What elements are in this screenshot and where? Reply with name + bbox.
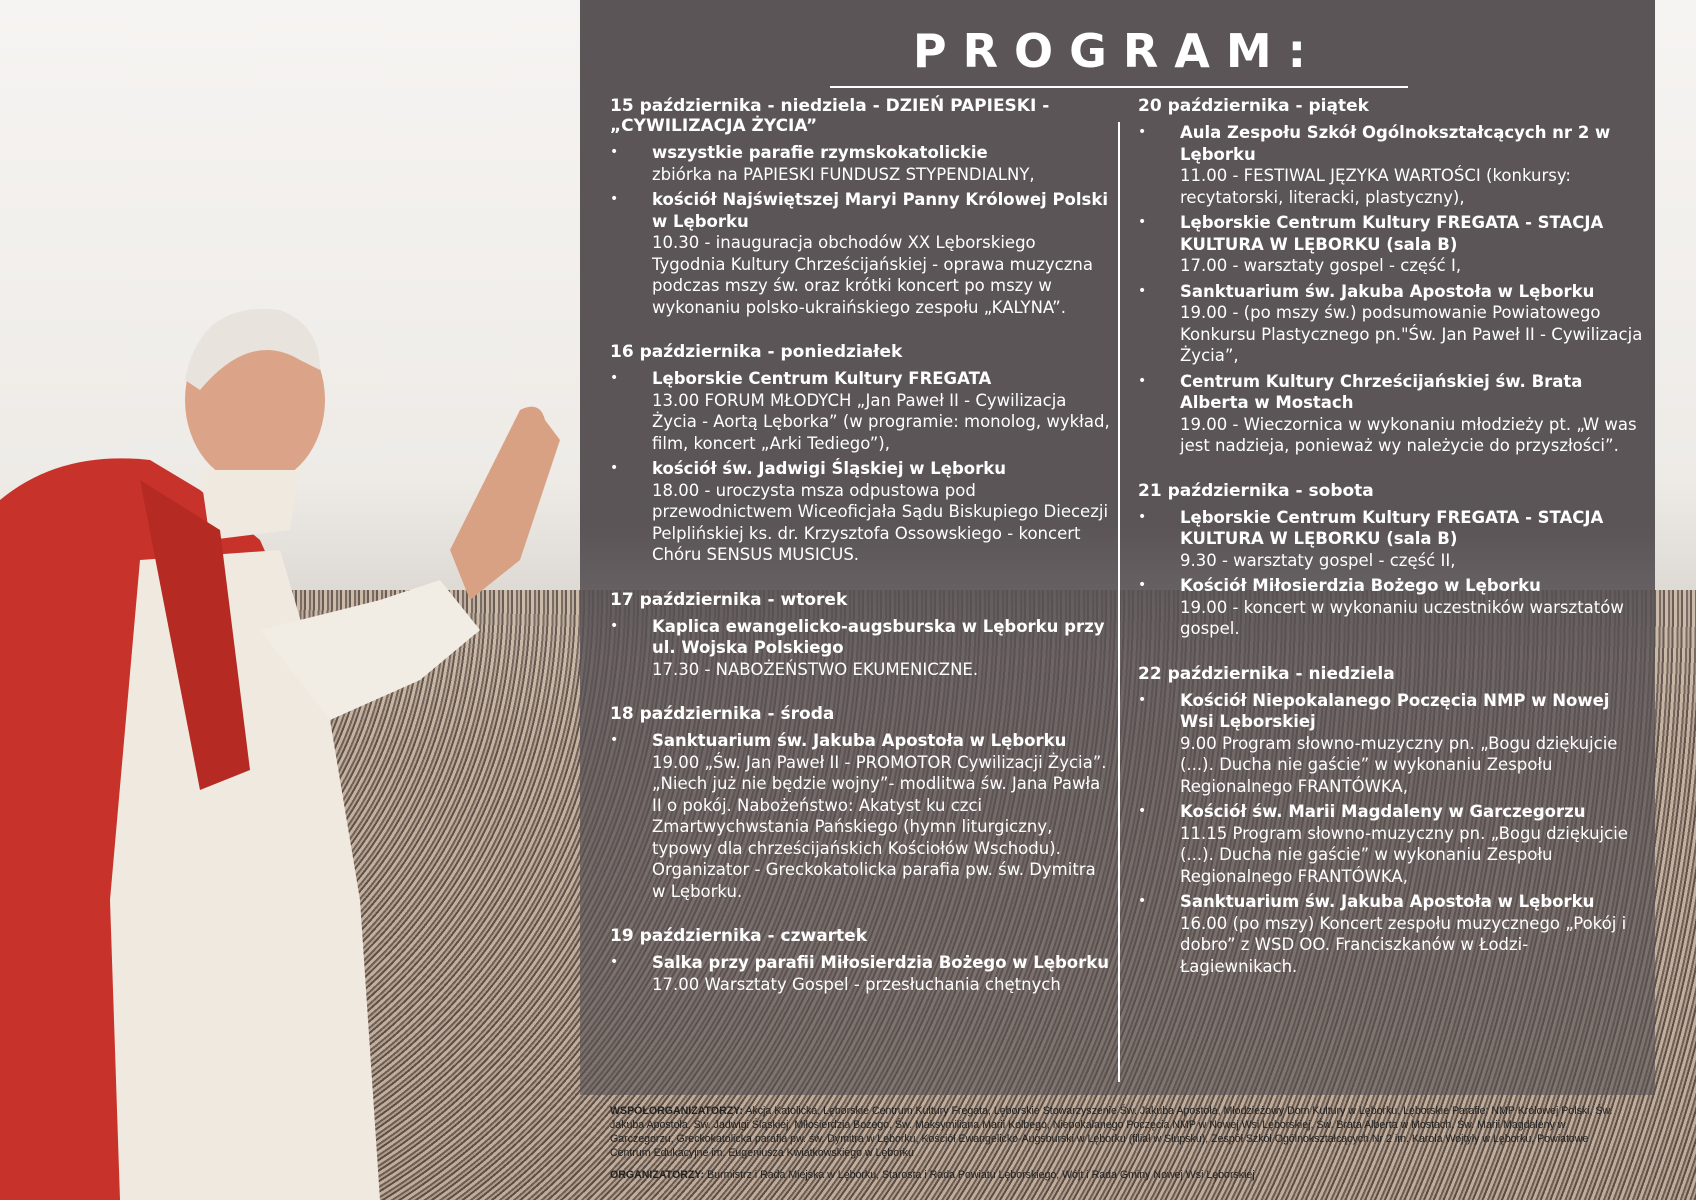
program-event: [610, 368, 1110, 454]
program-event: [1138, 690, 1643, 798]
program-day: [610, 926, 1110, 995]
bullet-icon: •: [610, 191, 619, 207]
organizers: [610, 1168, 1630, 1182]
event-description: 10.30 - inauguracja obchodów XX Lęborskiego Tygodnia Kultury Chrześcijańskiej - oprawa muzyczna podczas mszy św. oraz krótki koncert po mszy w wykonaniu polsko-ukraińskiego zespołu „KALYNA”.: [652, 233, 1093, 317]
bullet-icon: •: [1138, 282, 1147, 299]
program-day: [610, 590, 1110, 681]
program-event: [1138, 212, 1643, 277]
event-venue: Lęborskie Centrum Kultury FREGATA - STACJA KULTURA W LĘBORKU (sala B): [1180, 507, 1604, 548]
event-description: 11.00 - FESTIWAL JĘZYKA WARTOŚCI (konkursy: recytatorski, literacki, plastyczny),: [1180, 166, 1571, 207]
event-venue: Kaplica ewangelicko-augsburska w Lęborku przy ul. Wojska Polskiego: [652, 616, 1105, 657]
program-day: [610, 96, 1110, 318]
event-description: 11.15 Program słowno-muzyczny pn. „Bogu dziękujcie (...). Ducha nie gaście” w wykonaniu Zespołu Regionalnego FRANTÓWKA,: [1180, 823, 1628, 886]
day-title: 16 października - poniedziałek: [610, 342, 903, 362]
program-panel: [580, 0, 1655, 1095]
event-venue: Sanktuarium św. Jakuba Apostoła w Lęborku: [1180, 892, 1595, 911]
bullet-icon: •: [610, 954, 619, 970]
event-description: 9.00 Program słowno-muzyczny pn. „Bogu dziękujcie (...). Ducha nie gaście” w wykonaniu Zespołu Regionalnego FRANTÓWKA,: [1180, 733, 1618, 796]
event-venue: Kościół Niepokalanego Poczęcia NMP w Nowej Wsi Lęborskiej: [1180, 690, 1610, 731]
program-event: [610, 189, 1110, 318]
event-description: 17.30 - NABOŻEŃSTWO EKUMENICZNE.: [652, 659, 979, 679]
bullet-icon: •: [1138, 577, 1147, 593]
event-description: 13.00 FORUM MŁODYCH „Jan Paweł II - Cywilizacja Życia - Aortą Lęborka” (w programie: monolog, wykład, film, koncert „Arki Tediego”),: [652, 390, 1110, 453]
co-organizers: [610, 1104, 1630, 1160]
bullet-icon: •: [1138, 691, 1147, 708]
event-description: 9.30 - warsztaty gospel - część II,: [1180, 550, 1456, 570]
bullet-icon: •: [1138, 372, 1147, 389]
event-description: 19.00 - koncert w wykonaniu uczestników warsztatów gospel.: [1180, 597, 1624, 638]
co-organizers-label: WSPÓŁORGANIZATORZY:: [610, 1105, 744, 1117]
program-day: [1138, 96, 1643, 457]
event-venue: Lęborskie Centrum Kultury FREGATA: [652, 369, 992, 388]
title-divider: [830, 86, 1408, 88]
bullet-icon: •: [610, 460, 619, 476]
day-title: 19 października - czwartek: [610, 926, 868, 946]
event-venue: Kościół św. Marii Magdaleny w Garczegorzu: [1180, 802, 1586, 821]
program-event: [610, 616, 1110, 681]
day-title: 21 października - sobota: [1138, 480, 1374, 501]
event-venue: kościół św. Jadwigi Śląskiej w Lęborku: [652, 459, 1006, 478]
program-event: [610, 952, 1110, 995]
event-description: 17.00 Warsztaty Gospel - przesłuchania chętnych: [652, 974, 1061, 994]
bullet-icon: •: [1138, 508, 1147, 525]
event-venue: wszystkie parafie rzymskokatolickie: [652, 143, 988, 162]
bullet-icon: •: [1138, 124, 1147, 140]
program-event: [610, 142, 1110, 185]
program-event: [1138, 371, 1643, 457]
program-day: [610, 704, 1110, 902]
column-divider: [1118, 122, 1120, 1082]
day-title: 18 października - środa: [610, 704, 835, 724]
pope-figure-photo: [0, 300, 620, 1200]
program-event: [1138, 281, 1643, 367]
day-title: 20 października - piątek: [1138, 96, 1369, 116]
program-event: [1138, 507, 1643, 572]
program-column-left: [610, 96, 1110, 1019]
program-day: [610, 342, 1110, 566]
program-event: [610, 730, 1110, 902]
bullet-icon: •: [1138, 803, 1147, 819]
program-event: [1138, 122, 1643, 208]
event-description: zbiórka na PAPIESKI FUNDUSZ STYPENDIALNY,: [652, 164, 1035, 184]
event-venue: kościół Najświętszej Maryi Panny Królowej Polski w Lęborku: [652, 190, 1108, 231]
event-description: 19.00 - Wieczornica w wykonaniu młodzieży pt. „W was jest nadzieja, ponieważ wy należycie do przyszłości”.: [1180, 414, 1637, 455]
event-venue: Salka przy parafii Miłosierdzia Bożego w Lęborku: [652, 953, 1110, 972]
organizers-text: Burmistrz i Rada Miejska w Lęborku, Starosta i Rada Powiatu Lęborskiego, Wójt i Rada Gminy Nowej Wsi Lęborskiej: [704, 1169, 1255, 1181]
event-venue: Centrum Kultury Chrześcijańskiej św. Brata Alberta w Mostach: [1180, 371, 1583, 412]
event-description: 17.00 - warsztaty gospel - część I,: [1180, 256, 1462, 275]
event-description: 19.00 - (po mszy św.) podsumowanie Powiatowego Konkursu Plastycznego pn."Św. Jan Paweł II - Cywilizacja Życia”,: [1180, 303, 1643, 365]
bullet-icon: •: [610, 144, 619, 160]
event-description: 16.00 (po mszy) Koncert zespołu muzycznego „Pokój i dobro” z WSD OO. Franciszkanów w Łodzi-Łagiewnikach.: [1180, 913, 1627, 976]
program-day: [1138, 664, 1643, 978]
bullet-icon: •: [610, 617, 619, 634]
event-description: 19.00 „Św. Jan Paweł II - PROMOTOR Cywilizacji Życia”. „Niech już nie będzie wojny”- modlitwa św. Jana Pawła II o pokój. Nabożeństwo: Akatyst ku czci Zmartwychwstania Pańskiego (hymn liturgiczny, typowy dla chrześcijańskich Kościołów Wschodu). Organizator - Greckokatolicka parafia pw. św. Dymitra w Lęborku.: [652, 752, 1107, 901]
day-title: 22 października - niedziela: [1138, 663, 1395, 684]
organizers-label: ORGANIZATORZY:: [610, 1169, 705, 1181]
program-column-right: [1138, 96, 1643, 1001]
program-day: [1138, 481, 1643, 640]
event-venue: Aula Zespołu Szkół Ogólnokształcących nr 2 w Lęborku: [1180, 123, 1611, 164]
co-organizers-text: Akcja Katolicka, Lęborskie Centrum Kultury Fregata, Lęborskie Stowarzyszenie Św. Jakuba Apostoła, Młodzieżowy Dom Kultury w Lęborku, Lęborskie Parafie: NMP Królowej Polski, Św. Jakuba Apostoła, Św. Jadwigi Śląskiej, Miłosierdzia Bożego, Św. Maksymiliana Marii Kolbego, Niepokalanego Poczęcia NMP w Nowej Wsi Lęborskiej, Św. Brata Alberta w Mostach, Św. Marii Magdaleny w Garczegorzu, Greckokatolicka parafia pw. św. Dymitra w Lęborku, Kościół Ewangelicko-Augsburski w Lęborku (filiał w Słupsku), Zespół Szkół Ogólnokształcących Nr 2 im. Karola Wojtyły w Lęborku, Powiatowe Centrum Edukacyjne im. Eugeniusza Kwiatkowskiego w Lęborku: [610, 1105, 1613, 1159]
page-title: PROGRAM:: [912, 24, 1323, 78]
day-title: 17 października - wtorek: [610, 589, 848, 610]
event-venue: Sanktuarium św. Jakuba Apostoła w Lęborku: [652, 731, 1067, 750]
event-venue: Kościół Miłosierdzia Bożego w Lęborku: [1180, 576, 1541, 595]
bullet-icon: •: [610, 370, 619, 386]
event-venue: Lęborskie Centrum Kultury FREGATA - STACJA KULTURA W LĘBORKU (sala B): [1180, 213, 1604, 254]
event-description: 18.00 - uroczysta msza odpustowa pod przewodnictwem Wiceoficjała Sądu Biskupiego Diecezji Pelplińskiej ks. dr. Krzysztofa Ossowskiego - koncert Chóru SENSUS MUSICUS.: [652, 480, 1109, 564]
bullet-icon: •: [1138, 214, 1147, 230]
day-title: 15 października - niedziela - DZIEŃ PAPIESKI - „CYWILIZACJA ŻYCIA”: [610, 96, 1050, 136]
footer-credits: [610, 1104, 1630, 1190]
program-event: [1138, 891, 1643, 977]
bullet-icon: •: [610, 732, 619, 748]
program-event: [1138, 801, 1643, 887]
program-event: [610, 458, 1110, 566]
program-event: [1138, 575, 1643, 640]
bullet-icon: •: [1138, 893, 1147, 909]
event-venue: Sanktuarium św. Jakuba Apostoła w Lęborku: [1180, 281, 1595, 301]
